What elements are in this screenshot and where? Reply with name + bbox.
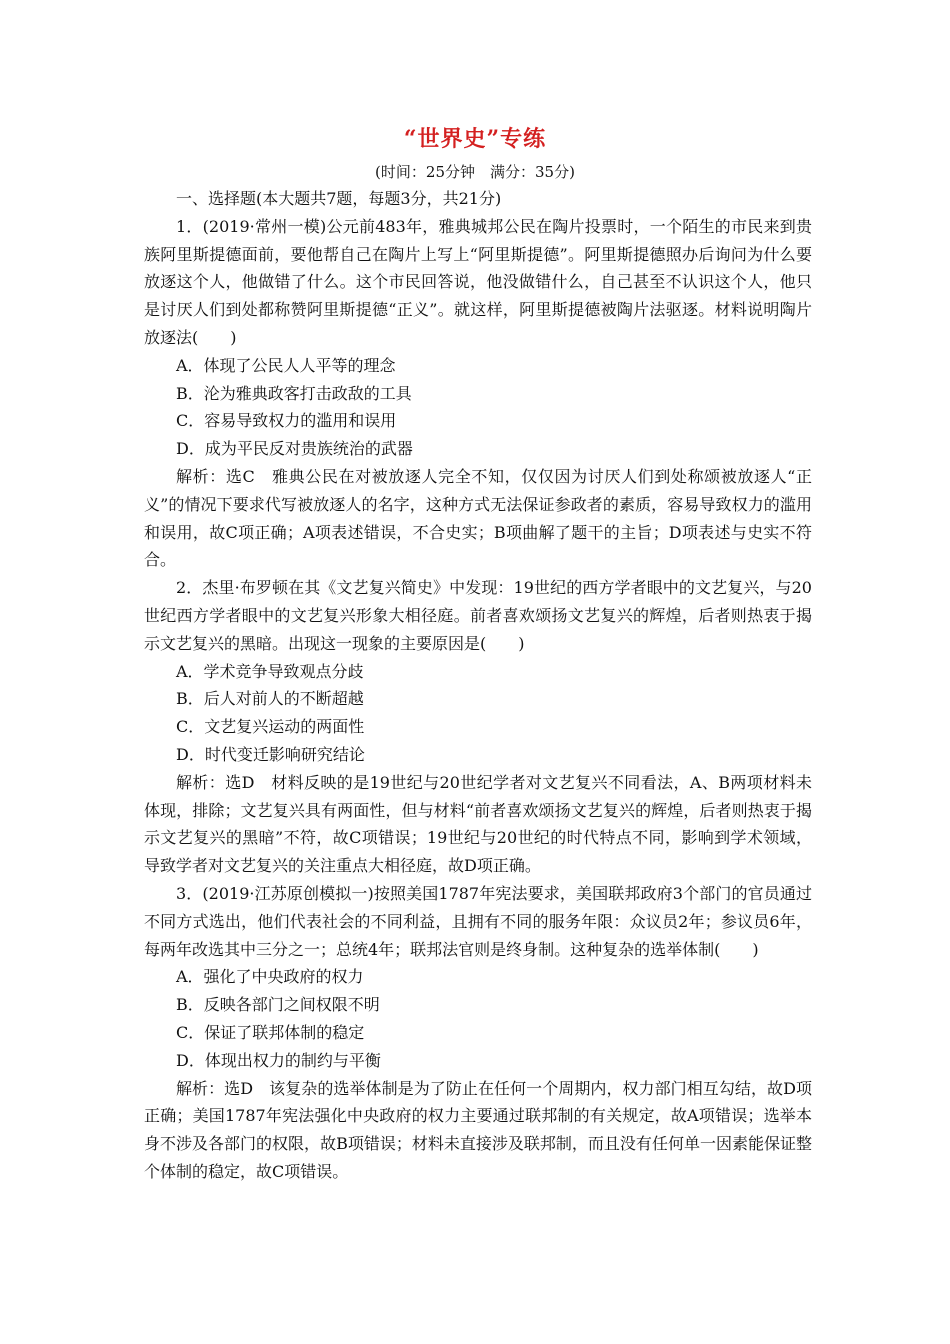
option-c: C．容易导致权力的滥用和误用 bbox=[176, 411, 397, 431]
option-b: B．沦为雅典政客打击政敌的工具 bbox=[176, 383, 412, 403]
option-c: C．保证了联邦体制的稳定 bbox=[176, 1022, 365, 1042]
question-analysis: 解析：选C 雅典公民在对被放逐人完全不知，仅仅因为讨厌人们到处称颂被放逐人“正义”的情况下要求代写被放逐人的名字，这种方式无法保证参政者的素质，容易导致权力的滥用和误用，故C项正确；A项表述错误，不合史实；B项曲解了题干的主旨；D项表述与史实不符合。 bbox=[144, 466, 812, 570]
option-d: D．成为平民反对贵族统治的武器 bbox=[176, 439, 413, 459]
option-d: D．体现出权力的制约与平衡 bbox=[176, 1050, 381, 1070]
option-c: C．文艺复兴运动的两面性 bbox=[176, 717, 365, 737]
option-d: D．时代变迁影响研究结论 bbox=[176, 744, 365, 764]
page-title: “世界史”专练 bbox=[403, 126, 547, 152]
option-a: A．强化了中央政府的权力 bbox=[176, 967, 364, 987]
question-stem: 3．(2019·江苏原创模拟一)按照美国1787年宪法要求，美国联邦政府3个部门的官员通过不同方式选出，他们代表社会的不同利益，且拥有不同的服务年限：众议员2年；参议员6年，每两年改选其中三分之一；总统4年；联邦法官则是终身制。这种复杂的选举体制( ) bbox=[144, 883, 812, 959]
question-analysis: 解析：选D 该复杂的选举体制是为了防止在任何一个周期内，权力部门相互勾结，故D项正确；美国1787年宪法强化中央政府的权力主要通过联邦制的有关规定，故A项错误；选举本身不涉及各部门的权限，故B项错误；材料未直接涉及联邦制，而且没有任何单一因素能保证整个体制的稳定，故C项错误。 bbox=[144, 1078, 812, 1181]
question-2 bbox=[144, 574, 812, 880]
option-b: B．后人对前人的不断超越 bbox=[176, 689, 364, 709]
time-score-info: (时间：25分钟 满分：35分) bbox=[375, 163, 575, 181]
question-analysis: 解析：选D 材料反映的是19世纪与20世纪学者对文艺复兴不同看法，A、B两项材料未体现，排除；文艺复兴具有两面性，但与材料“前者喜欢颂扬文艺复兴的辉煌，后者则热衷于揭示文艺复兴的黑暗”不符，故C项错误；19世纪与20世纪的时代特点不同，影响到学术领域，导致学者对文艺复兴的关注重点大相径庭，故D项正确。 bbox=[144, 772, 812, 876]
question-3 bbox=[144, 880, 812, 1186]
question-stem: 2．杰里·布罗顿在其《文艺复兴简史》中发现：19世纪的西方学者眼中的文艺复兴，与20世纪西方学者眼中的文艺复兴形象大相径庭。前者喜欢颂扬文艺复兴的辉煌，后者则热衷于揭示文艺复兴的黑暗。出现这一现象的主要原因是( ) bbox=[144, 578, 812, 653]
option-a: A．学术竞争导致观点分歧 bbox=[176, 661, 364, 681]
question-stem: 1．(2019·常州一模)公元前483年，雅典城邦公民在陶片投票时，一个陌生的市民来到贵族阿里斯提德面前，要他帮自己在陶片上写上“阿里斯提德”。阿里斯提德照办后询问为什么要放逐这个人，他做错了什么。这个市民回答说，他没做错什么，自己甚至不认识这个人，他只是讨厌人们到处都称赞阿里斯提德“正义”。就这样，阿里斯提德被陶片法驱逐。材料说明陶片放逐法( ) bbox=[144, 216, 812, 347]
question-1 bbox=[144, 213, 812, 574]
document-body bbox=[144, 185, 812, 1186]
option-b: B．反映各部门之间权限不明 bbox=[176, 995, 380, 1015]
option-a: A．体现了公民人人平等的理念 bbox=[176, 355, 396, 375]
section-heading: 一、选择题(本大题共7题，每题3分，共21分) bbox=[176, 189, 502, 208]
